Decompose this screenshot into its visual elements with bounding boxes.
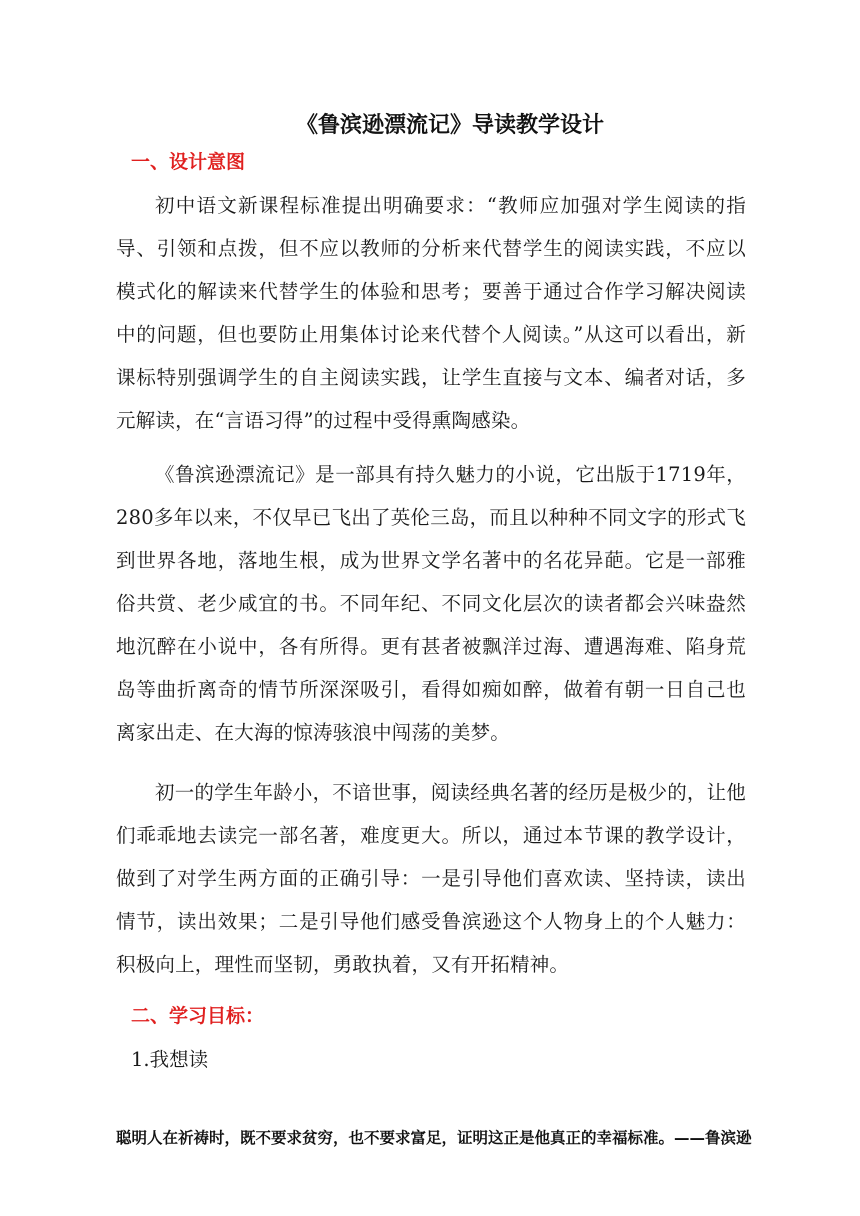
section-heading-learning-goals: 二、学习目标： [131, 1005, 265, 1027]
page-title: 《鲁滨逊漂流记》导读教学设计 [295, 113, 604, 138]
paragraph: 初中语文新课程标准提出明确要求：“教师应加强对学生阅读的指导、引领和点拨，但不应以教师的分析来代替学生的阅读实践，不应以模式化的解读来代替学生的体验和思考；要善于通过合作学习解决阅读中的问题，但也要防止用集体讨论来代替个人阅读。”从这可以看出，新课标特别强调学生的自主阅读实践，让学生直接与文本、编者对话，多元解读，在“言语习得”的过程中受得熏陶感染。 [116, 194, 746, 432]
paragraph: 初一的学生年龄小，不谙世事，阅读经典名著的经历是极少的，让他们乖乖地去读完一部名著，难度更大。所以，通过本节课的教学设计，做到了对学生两方面的正确引导：一是引导他们喜欢读、坚持读，读出情节，读出效果；二是引导他们感受鲁滨逊这个人物身上的个人魅力：积极向上，理性而坚韧，勇敢执着，又有开拓精神。 [116, 781, 747, 976]
section-heading-design-intent: 一、设计意图 [131, 151, 246, 173]
paragraph: 《鲁滨逊漂流记》是一部具有持久魅力的小说，它出版于1719年，280多年以来，不仅早已飞出了英伦三岛，而且以种种不同文字的形式飞到世界各地，落地生根，成为世界文学名著中的名花异葩。它是一部雅俗共赏、老少咸宜的书。不同年纪、不同文化层次的读者都会兴味盎然地沉醉在小说中，各有所得。更有甚者被飘洋过海、遭遇海难、陷身荒岛等曲折离奇的情节所深深吸引，看得如痴如醉，做着有朝一日自己也离家出走、在大海的惊涛骇浪中闯荡的美梦。 [116, 463, 746, 744]
footer-quote: 聪明人在祈祷时，既不要求贫穷，也不要求富足，证明这正是他真正的幸福标准。——鲁滨逊 [116, 1129, 752, 1147]
list-item: 1.我想读 [131, 1048, 209, 1071]
